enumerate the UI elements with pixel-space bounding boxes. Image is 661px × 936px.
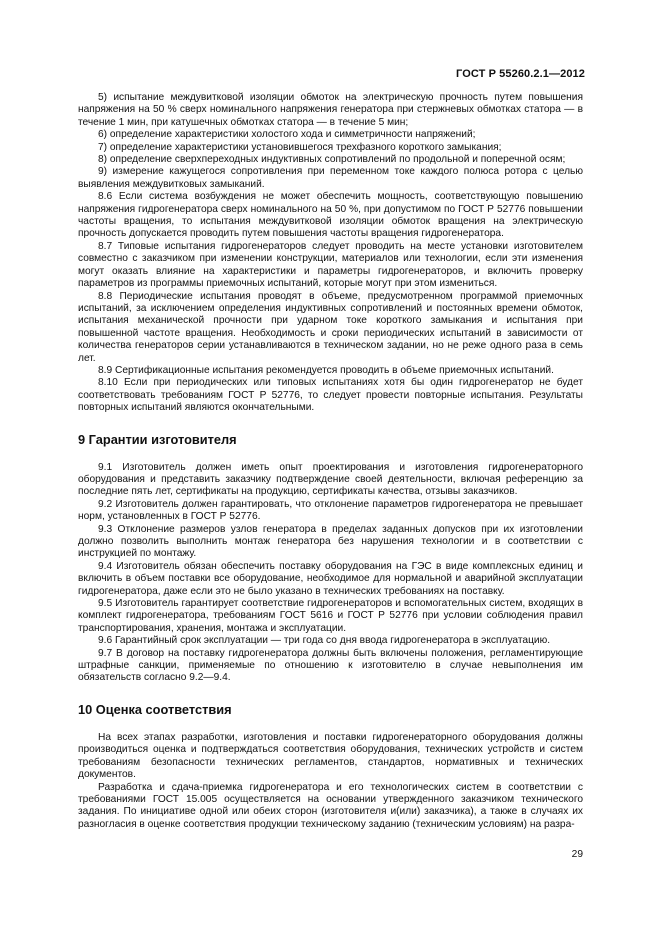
clause-8-9: 8.9 Сертификационные испытания рекомендуется проводить в объеме приемочных испытаний. bbox=[98, 364, 554, 376]
list-item-7: 7) определение характеристики установившегося трехфазного короткого замыкания; bbox=[98, 141, 502, 153]
standard-header: ГОСТ Р 55260.2.1—2012 bbox=[456, 68, 585, 80]
clause-9-5: 9.5 Изготовитель гарантирует соответствие гидрогенераторов и вспомогательных систем, входящих в комплект гидрогенератора, требованиям ГОСТ 5616 и ГОСТ Р 52776 при условии соблюдения правил транспортирования, хранения, монтажа и эксплуатации. bbox=[78, 598, 583, 634]
clause-9-4: 9.4 Изготовитель обязан обеспечить поставку оборудования на ГЭС в виде комплексных единиц и включить в объем поставки все оборудование, необходимое для нормальной и аварийной эксплуатации гидрогенератора, даже если это не было указано в технических требованиях на поставку. bbox=[78, 560, 583, 597]
clause-9-2: 9.2 Изготовитель должен гарантировать, что отклонение параметров гидрогенератора не превышает норм, установленных в ГОСТ Р 52776. bbox=[78, 498, 583, 523]
section-10-heading: 10 Оценка соответствия bbox=[78, 701, 232, 717]
list-item-9: 9) измерение кажущегося сопротивления при переменном токе каждого полюса ротора с целью выявления междувитковых замыканий. bbox=[78, 166, 583, 190]
section-10-paragraph-2: Разработка и сдача-приемка гидрогенератора и его технологических систем в соответствии с требованиями ГОСТ 15.005 осуществляется на основании утвержденного заказчиком технического задания. По инициативе одной или обеих сторон (изготовителя и(или) заказчика), а также в случаях их разногласия в оценке соответствия продукции техническому заданию (техническим условиям) на разра- bbox=[78, 781, 583, 830]
list-item-8: 8) определение сверхпереходных индуктивных сопротивлений по продольной и поперечной осям; bbox=[98, 154, 566, 166]
section-9-heading: 9 Гарантии изготовителя bbox=[78, 431, 237, 447]
clause-8-8: 8.8 Периодические испытания проводят в объеме, предусмотренном программой приемочных испытаний, за исключением определения индуктивных сопротивлений и постоянных времени обмоток, испытания механической прочности при ударном токе короткого замыкания и испытания при повышенной частоте вращения. Необходимость и сроки периодических испытаний в зависимости от количества генераторов серии устанавливаются в техническом задании, но не реже одного раза в семь лет. bbox=[78, 290, 583, 364]
clause-8-7: 8.7 Типовые испытания гидрогенераторов следует проводить на месте установки изготовителем совместно с заказчиком при изменении конструкции, материалов или технологии, если эти изменения могут оказать влияние на характеристики и параметры гидрогенераторов, и включить проверку параметров из программы приемочных испытаний, которые могут при этом измениться. bbox=[78, 240, 583, 290]
clause-9-6: 9.6 Гарантийный срок эксплуатации — три года со дня ввода гидрогенератора в эксплуатацию. bbox=[98, 635, 551, 647]
section-10-paragraph-1: На всех этапах разработки, изготовления и поставки гидрогенераторного оборудования должны производиться оценка и подтверждаться соответствия оборудования, технических устройств и систем требованиям безопасности технических регламентов, стандартов, нормативных и технических документов. bbox=[78, 731, 583, 781]
clause-9-1: 9.1 Изготовитель должен иметь опыт проектирования и изготовления гидрогенераторного оборудования и представить заказчику подтверждение своей деятельности, включая референцию за последние пять лет, сертификаты на продукцию, сертификаты качества, отзывы заказчиков. bbox=[78, 461, 583, 498]
clause-8-10: 8.10 Если при периодических или типовых испытаниях хотя бы один гидрогенератор не будет соответствовать требованиям ГОСТ Р 52776, то следует провести повторные испытания. Результаты повторных испытаний являются окончательными. bbox=[78, 377, 583, 414]
clause-9-7: 9.7 В договор на поставку гидрогенератора должны быть включены положения, регламентирующие штрафные санкции, применяемые по отношению к изготовителю в случае невыполнения им обязательств согласно 9.2—9.4. bbox=[78, 647, 583, 684]
list-item-5: 5) испытание междувитковой изоляции обмоток на электрическую прочность путем повышения напряжения на 50 % сверх номинального напряжения генератора при стержневых обмотках статора — в течение 1 мин, при катушечных обмотках статора — в течение 5 мин; bbox=[78, 92, 583, 128]
list-item-6: 6) определение характеристики холостого хода и симметричности напряжений; bbox=[98, 129, 476, 141]
page-number: 29 bbox=[571, 849, 583, 860]
document-body bbox=[78, 92, 583, 831]
clause-9-3: 9.3 Отклонение размеров узлов генератора в пределах заданных допусков при их изготовлении должно позволить выполнить монтаж генератора без нарушения технологии и в соответствии с инструкцией по монтажу. bbox=[78, 523, 583, 560]
clause-8-6: 8.6 Если система возбуждения не может обеспечить мощность, соответствующую повышению напряжения гидрогенератора сверх номинального на 50 %, при допустимом по ГОСТ Р 52776 повышении частоты вращения, то испытания междувитковой изоляции обмоток вращения на электрическую прочность допускается проводить путем повышения частоты вращения гидрогенератора. bbox=[78, 191, 583, 240]
